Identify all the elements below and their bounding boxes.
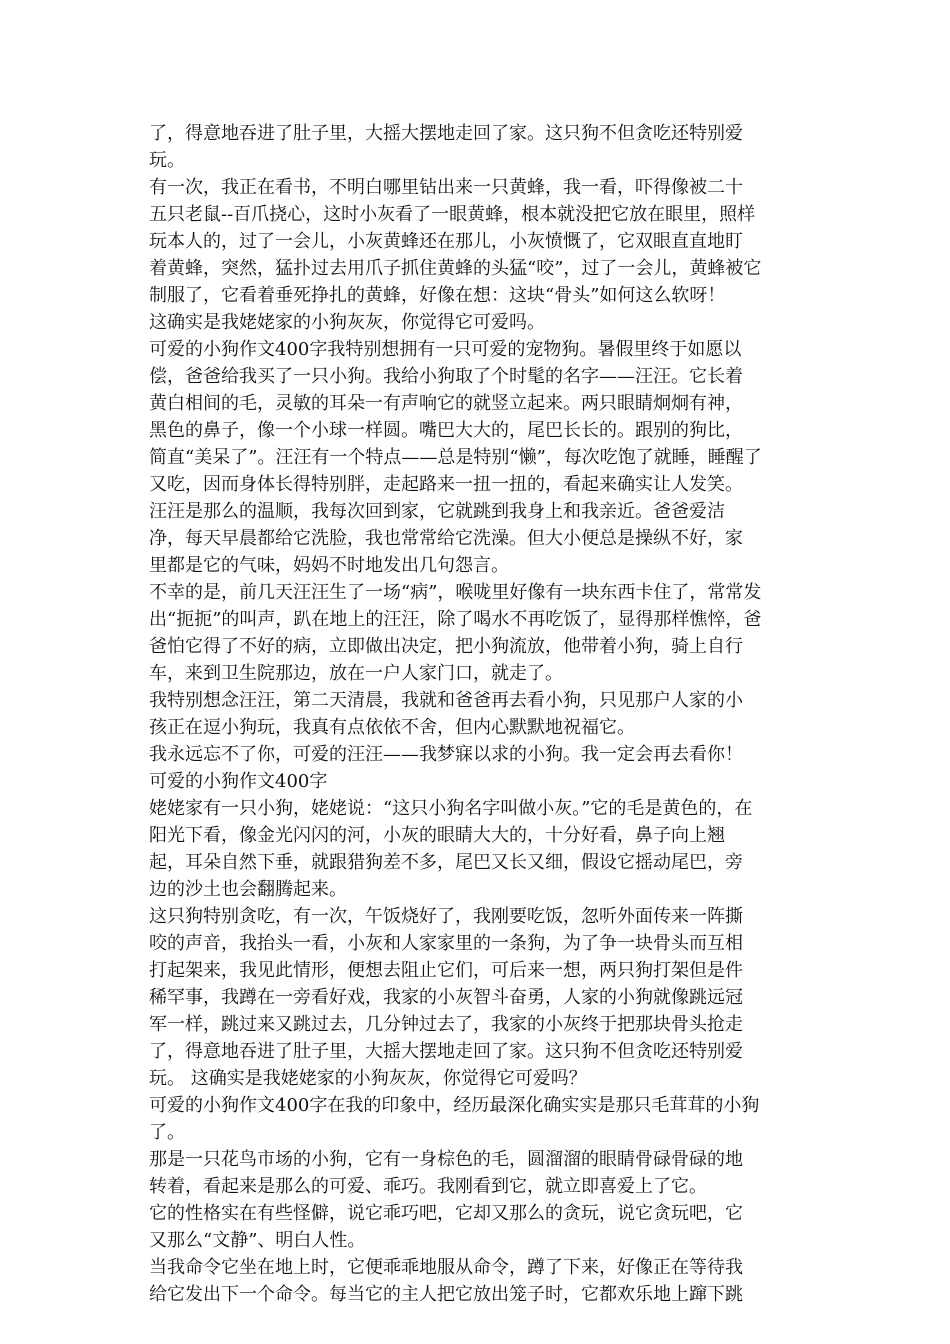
text-line: 可爱的小狗作文400字在我的印象中，经历最深化确实实是那只毛茸茸的小狗 bbox=[149, 1095, 760, 1116]
text-line: 五只老鼠--百爪挠心，这时小灰看了一眼黄蜂，根本就没把它放在眼里，照样 bbox=[149, 204, 756, 225]
text-line: 又吃，因而身体长得特别胖，走起路来一扭一扭的，看起来确实让人发笑。 bbox=[149, 474, 743, 495]
text-line: 转着，看起来是那么的可爱、乖巧。我刚看到它，就立即喜爱上了它。 bbox=[149, 1176, 707, 1197]
text-line: 玩本人的，过了一会儿，小灰黄蜂还在那儿，小灰愤慨了，它双眼直直地盯 bbox=[149, 231, 743, 252]
text-line: 里都是它的气味，妈妈不时地发出几句怨言。 bbox=[149, 555, 509, 576]
text-line: 爸怕它得了不好的病，立即做出决定，把小狗流放，他带着小狗，骑上自行 bbox=[149, 636, 743, 657]
document-body bbox=[149, 120, 803, 1308]
text-line: 当我命令它坐在地上时，它便乖乖地服从命令，蹲了下来，好像正在等待我 bbox=[149, 1257, 743, 1278]
text-line: 边的沙土也会翻腾起来。 bbox=[149, 879, 347, 900]
text-line: 简直“美呆了”。汪汪有一个特点——总是特别“懒”，每次吃饱了就睡，睡醒了 bbox=[149, 447, 762, 468]
text-line: 咬的声音，我抬头一看，小灰和人家家里的一条狗，为了争一块骨头而互相 bbox=[149, 933, 743, 954]
text-line: 出“扼扼”的叫声，趴在地上的汪汪，除了喝水不再吃饭了，显得那样憔悴，爸 bbox=[149, 609, 762, 630]
text-line: 起，耳朵自然下垂，就跟猎狗差不多，尾巴又长又细，假设它摇动尾巴，旁 bbox=[149, 852, 743, 873]
text-line: 不幸的是，前几天汪汪生了一场“病”，喉咙里好像有一块东西卡住了，常常发 bbox=[149, 582, 762, 603]
text-line: 打起架来，我见此情形，便想去阻止它们，可后来一想，两只狗打架但是件 bbox=[149, 960, 743, 981]
text-line: 这只狗特别贪吃，有一次，午饭烧好了，我刚要吃饭，忽听外面传来一阵撕 bbox=[149, 906, 743, 927]
text-line: 玩。 bbox=[149, 150, 185, 171]
text-line: 这确实是我姥姥家的小狗灰灰，你觉得它可爱吗。 bbox=[149, 312, 545, 333]
text-line: 可爱的小狗作文400字我特别想拥有一只可爱的宠物狗。暑假里终于如愿以 bbox=[149, 339, 742, 360]
text-line: 阳光下看，像金光闪闪的河，小灰的眼睛大大的，十分好看，鼻子向上翘 bbox=[149, 825, 725, 846]
text-line: 孩正在逗小狗玩，我真有点依依不舍，但内心默默地祝福它。 bbox=[149, 717, 635, 738]
text-line: 军一样，跳过来又跳过去，几分钟过去了，我家的小灰终于把那块骨头抢走 bbox=[149, 1014, 743, 1035]
text-line: 了，得意地吞进了肚子里，大摇大摆地走回了家。这只狗不但贪吃还特别爱 bbox=[149, 1041, 743, 1062]
text-line: 制服了，它看着垂死挣扎的黄蜂，好像在想：这块“骨头”如何这么软呀！ bbox=[149, 285, 726, 306]
text-line: 偿，爸爸给我买了一只小狗。我给小狗取了个时髦的名字——汪汪。它长着 bbox=[149, 366, 743, 387]
text-line: 我特别想念汪汪，第二天清晨，我就和爸爸再去看小狗，只见那户人家的小 bbox=[149, 690, 743, 711]
text-line: 净，每天早晨都给它洗脸，我也常常给它洗澡。但大小便总是操纵不好，家 bbox=[149, 528, 743, 549]
text-line: 汪汪是那么的温顺，我每次回到家，它就跳到我身上和我亲近。爸爸爱洁 bbox=[149, 501, 725, 522]
text-line: 稀罕事，我蹲在一旁看好戏，我家的小灰智斗奋勇，人家的小狗就像跳远冠 bbox=[149, 987, 743, 1008]
text-line: 给它发出下一个命令。每当它的主人把它放出笼子时，它都欢乐地上蹿下跳 bbox=[149, 1284, 743, 1305]
text-line: 姥姥家有一只小狗，姥姥说：“这只小狗名字叫做小灰。”它的毛是黄色的，在 bbox=[149, 798, 753, 819]
text-line: 玩。 这确实是我姥姥家的小狗灰灰，你觉得它可爱吗？ bbox=[149, 1068, 587, 1089]
text-line: 了，得意地吞进了肚子里，大摇大摆地走回了家。这只狗不但贪吃还特别爱 bbox=[149, 123, 743, 144]
text-line: 又那么“文静”、明白人性。 bbox=[149, 1230, 366, 1251]
text-line: 可爱的小狗作文400字 bbox=[149, 771, 328, 792]
text-line: 有一次，我正在看书，不明白哪里钻出来一只黄蜂，我一看，吓得像被二十 bbox=[149, 177, 743, 198]
text-line: 那是一只花鸟市场的小狗，它有一身棕色的毛，圆溜溜的眼睛骨碌骨碌的地 bbox=[149, 1149, 743, 1170]
text-line: 黑色的鼻子，像一个小球一样圆。嘴巴大大的，尾巴长长的。跟别的狗比， bbox=[149, 420, 743, 441]
text-line: 了。 bbox=[149, 1122, 185, 1143]
text-line: 黄白相间的毛，灵敏的耳朵一有声响它的就竖立起来。两只眼睛炯炯有神， bbox=[149, 393, 743, 414]
text-line: 它的性格实在有些怪僻，说它乖巧吧，它却又那么的贪玩，说它贪玩吧，它 bbox=[149, 1203, 743, 1224]
text-line: 车，来到卫生院那边，放在一户人家门口，就走了。 bbox=[149, 663, 563, 684]
text-line: 我永远忘不了你，可爱的汪汪——我梦寐以求的小狗。我一定会再去看你！ bbox=[149, 744, 743, 765]
text-line: 着黄蜂，突然，猛扑过去用爪子抓住黄蜂的头猛“咬”，过了一会儿，黄蜂被它 bbox=[149, 258, 762, 279]
